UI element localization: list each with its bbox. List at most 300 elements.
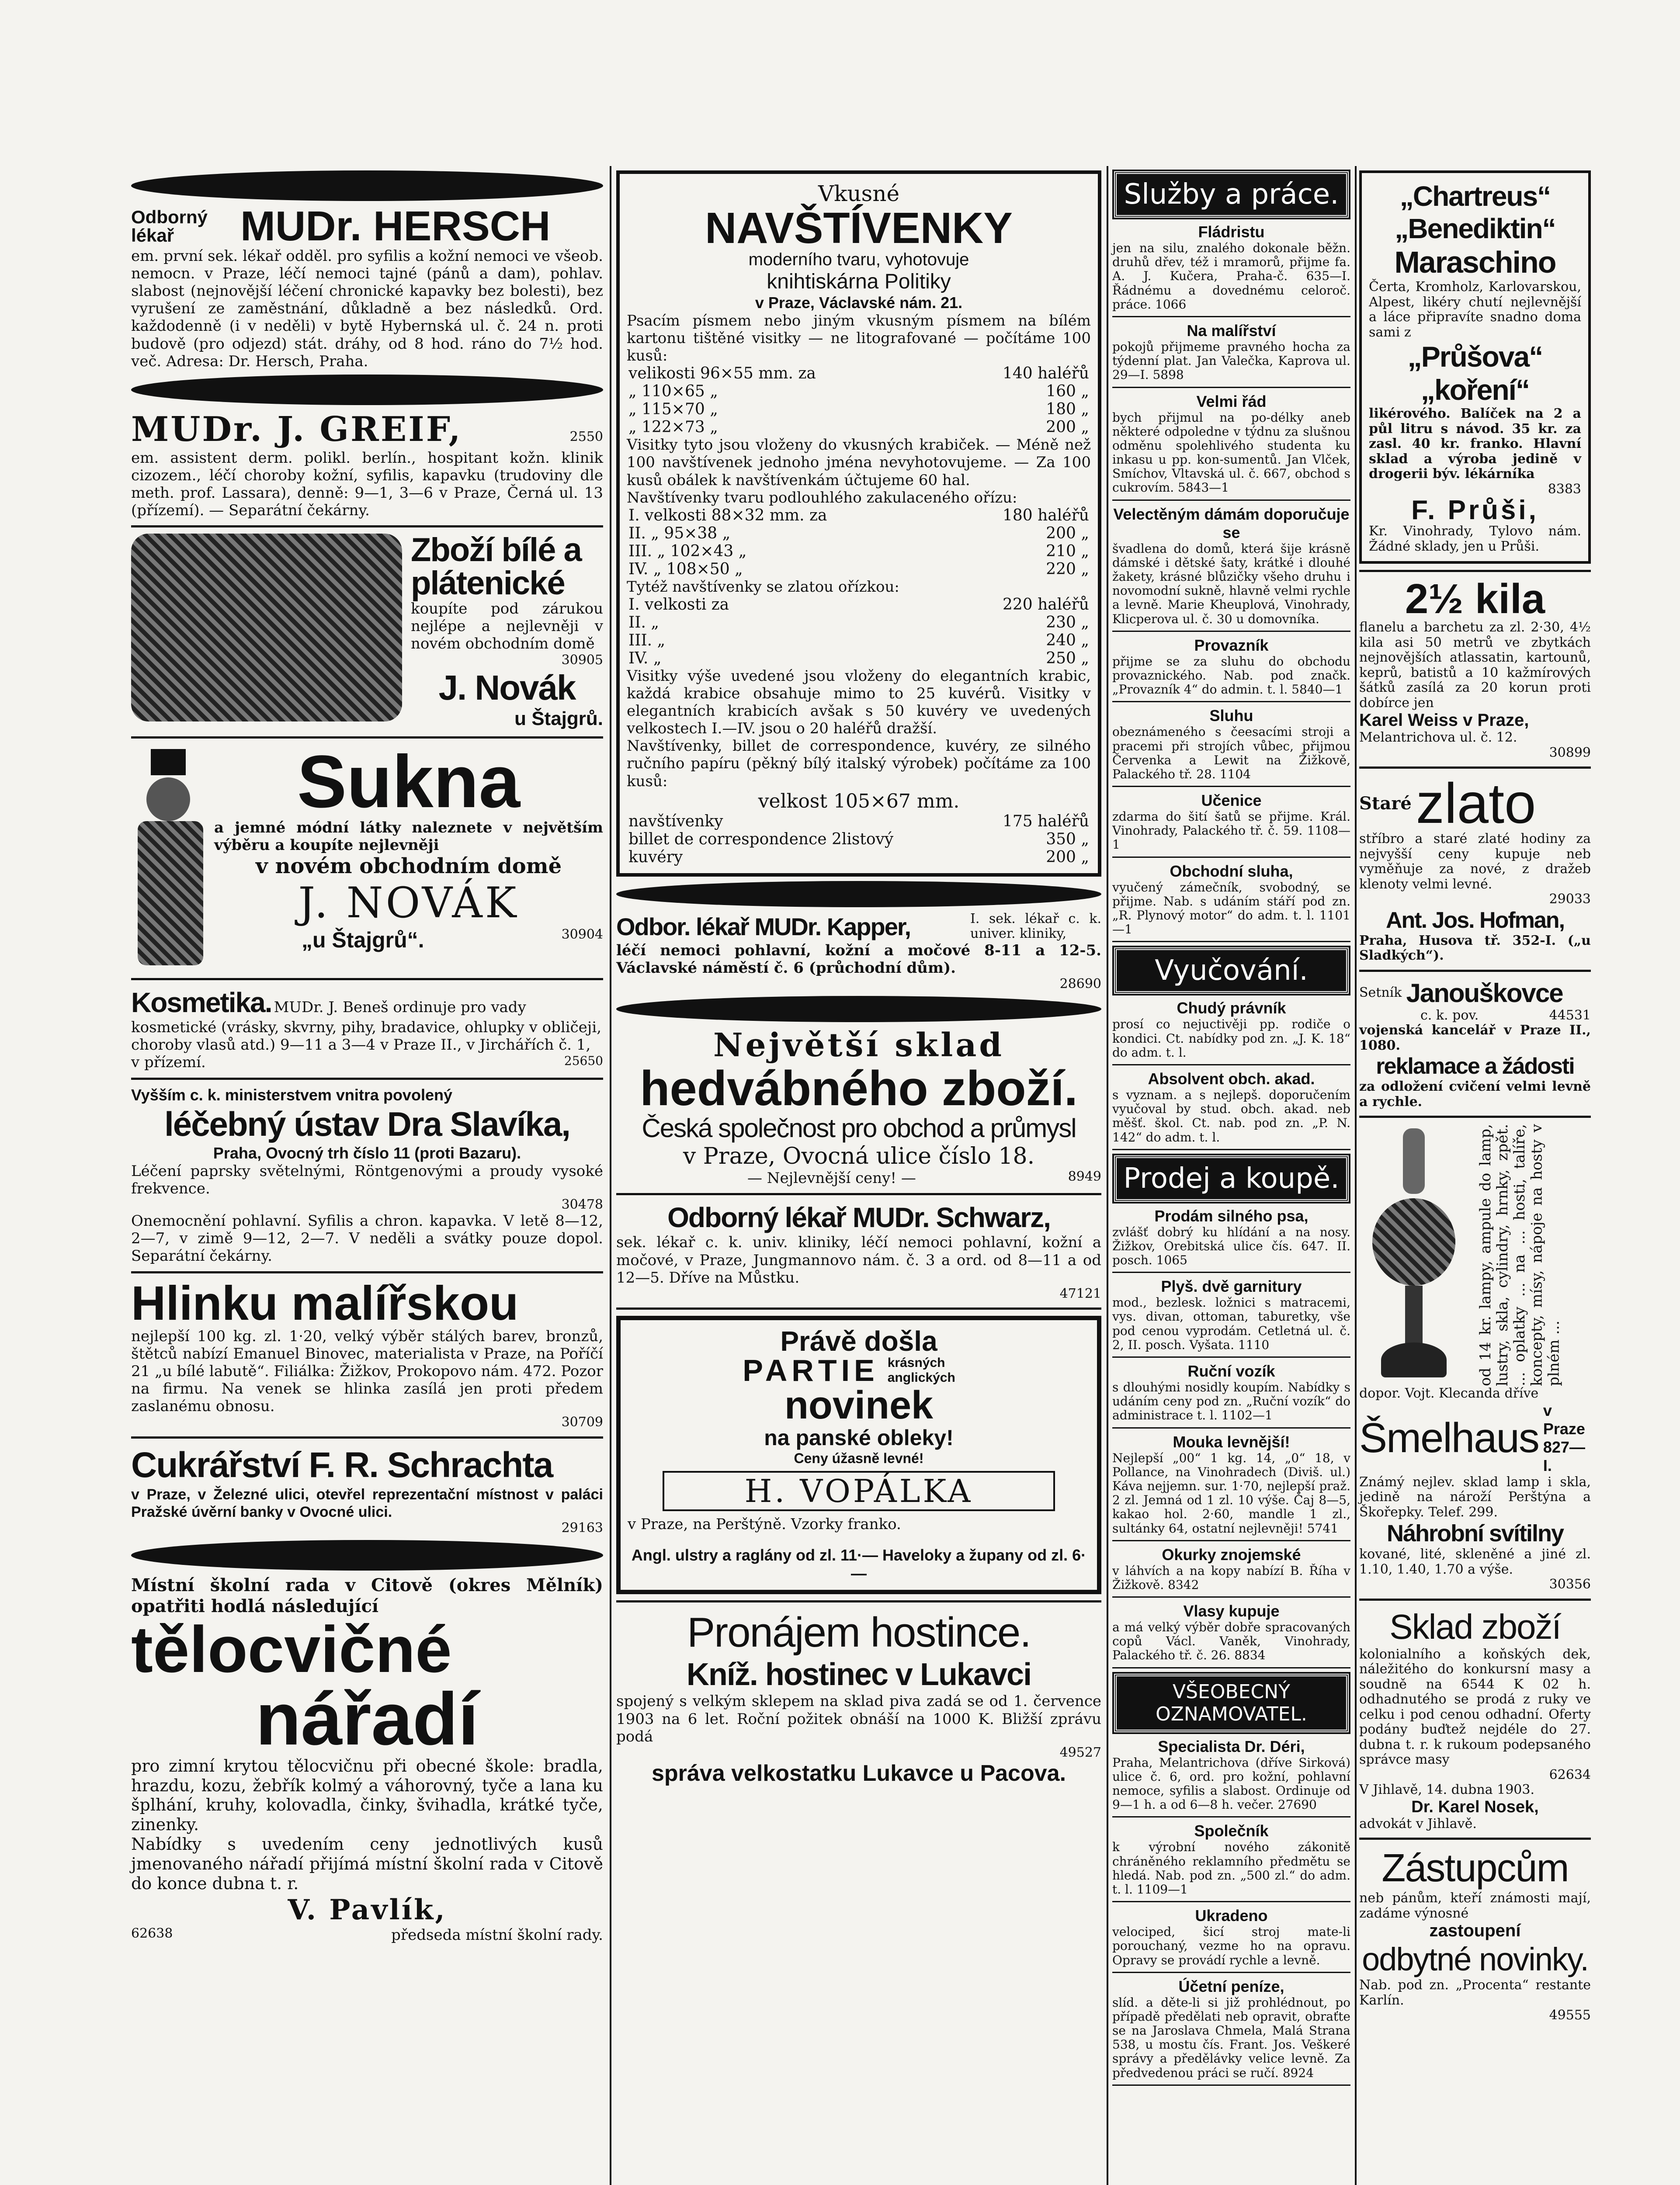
price-row	[627, 631, 1091, 649]
ad-number: 29163	[561, 1520, 603, 1536]
divider	[1112, 1540, 1350, 1541]
ad-number: 25650	[564, 1054, 603, 1068]
price-note-1: Visitky tyto jsou vloženy do vkusných krabiček. — Méně než 100 navštívenek jednoho jména nevyhotovujeme. — Za 100 kusů obálek k navštívenkám účtujeme 60 hal.	[627, 436, 1091, 489]
ad-title: Janouškovce	[1406, 978, 1563, 1008]
classified-heading: Účetní peníze,	[1178, 1977, 1284, 1995]
classified-item	[1112, 1602, 1350, 1668]
price-row	[627, 364, 1091, 382]
ad-side-text: od 14 kr. lampy, ampule do lamp, lustry, skla, cylindry, hrnky, zpět. ... oplatky ... na ... hosti, talíře, koncepty, mísy, nápoje na hosty v plném ...	[1477, 1124, 1563, 1386]
lamp-illustration	[1359, 1124, 1473, 1386]
ad-title-2: „Benediktin“	[1395, 213, 1555, 244]
classified-heading: Vlasy kupuje	[1183, 1602, 1280, 1620]
price-value: 250 „	[1046, 649, 1089, 667]
classified-heading: Velmi řád	[1196, 392, 1267, 410]
ad-slavik	[131, 1086, 603, 1265]
price-row	[627, 560, 1091, 578]
classified-text: zvlášť dobrý ku hlídání a na nosy. Žižkov, Orebitská ulice čís. 647. II. posch. 1065	[1112, 1224, 1350, 1268]
classified-heading: Společník	[1194, 1822, 1269, 1840]
ornament-bar	[131, 1540, 603, 1571]
classified-text: bych přijmul na po-délky aneb některé odpoledne v týdnu za slušnou odměnu spolehlivého studenta ku inkasu u pp. kon-sumentů. Jan Vlček, Smíchov, Vltavská ul. č. 667, obchod s cukrovím. 5843—1	[1112, 410, 1350, 495]
price-label: IV. „ 108×50 „	[628, 560, 743, 578]
price-value: 200 „	[1046, 848, 1089, 866]
ad-text: a jemné módní látky naleznete v největším výběru a koupíte nejlevněji	[214, 819, 603, 854]
classified-item	[1112, 223, 1350, 317]
price-size: velkost 105×67 mm.	[758, 790, 960, 812]
ad-title: MUDr. HERSCH	[240, 203, 551, 250]
ad-title-2: reklamace a žádosti	[1376, 1054, 1574, 1079]
ad-text: em. assistent derm. polikl. berlín., hospitant kožn. klinik cizozem., léčí choroby kožní, syfilis, kapavku (trudoviny dle meth. prof. Lassara), denně: 9—1, 3—6 v Praze, Černá ul. 13 (přízemí). — Separátní čekárny.	[131, 449, 603, 520]
ad-number: 28690	[1059, 976, 1101, 992]
ad-number: 30904	[561, 927, 603, 943]
ad-number: 62634	[1549, 1767, 1591, 1783]
ad-number: 2550	[569, 429, 603, 444]
price-label: II. „ 95×38 „	[628, 524, 731, 542]
ad-title: Pronájem hostince.	[687, 1609, 1031, 1656]
price-row	[627, 614, 1091, 631]
divider	[616, 1193, 1101, 1195]
ad-kila	[1359, 578, 1591, 760]
ad-title-4: „Průšova“	[1407, 340, 1543, 373]
ad-vopalka	[616, 1316, 1101, 1594]
classified-text: Nejlepší „00“ 1 kg. 14, „0“ 18, v Pollance, na Vinohradech (Diviš. ul.) Káva nejjemn. sur. 1·70, nejlepší praž. 2 zl. Jemná od 1 zl. 10 výše. Čaj 8—5, kakao hol. 2·60, mandle 1 zl., sultánky 64, ostatní nejlevněji! 5741	[1112, 1450, 1350, 1536]
classified-item	[1112, 1207, 1350, 1273]
column-rule	[1355, 166, 1357, 2185]
price-label: velikosti 96×55 mm. za	[628, 364, 816, 383]
classified-heading: Na malířství	[1187, 321, 1276, 340]
classified-heading: Mouka levnější!	[1173, 1432, 1290, 1451]
price-table-4	[627, 812, 1091, 866]
classified-item	[1112, 322, 1350, 388]
price-value: 180 „	[1046, 400, 1089, 419]
ad-text: c. k. pov.	[1420, 1007, 1479, 1023]
ad-title: Hlinku malířskou	[131, 1276, 519, 1330]
ad-number: 30478	[561, 1197, 603, 1212]
ad-text-2: likérového. Balíček na 2 a půl litru s návod. 35 kr. za zasl. 40 kr. franko. Hlavní sklad a výroba jedině v drogerii býv. lékárníka	[1369, 406, 1581, 482]
divider	[1112, 1816, 1350, 1817]
price-label: II. „	[628, 613, 659, 631]
classified-heading: Chudý právník	[1177, 999, 1286, 1017]
price-row	[627, 596, 1091, 614]
ad-text-2: Onemocnění pohlavní. Syfilis a chron. kapavka. V letě 8—12, 2—7, v zimě 9—12, 2—7. V neděli a svátky pouze dopol. Separátní čekárny.	[131, 1212, 603, 1265]
ad-number: 44531	[1549, 1007, 1591, 1023]
ad-title-5: „koření“	[1420, 374, 1530, 406]
price-row	[627, 830, 1091, 848]
ad-address: Praha, Husova tř. 352-I. („u Sladkých“).	[1359, 933, 1591, 963]
price-table-1	[627, 364, 1091, 436]
ad-text: MUDr. J. Beneš ordinuje pro vady kosmetické (vrásky, skvrny, pihy, bradavice, ohlupky v obličeji, choroby vlasů atd.) 9—11 a 3—4 v Praze II., v Jirchářích č. 1, v přízemí.	[131, 999, 601, 1072]
price-value: 210 „	[1046, 542, 1089, 560]
ornament-bar	[131, 375, 603, 405]
ad-text-2: Nab. pod zn. „Procenta“ restante Karlín.	[1359, 1977, 1591, 2008]
ad-title-2: zastoupení	[1429, 1921, 1521, 1940]
ad-firm: H. VOPÁLKA	[663, 1471, 1055, 1511]
price-value: 350 „	[1046, 830, 1089, 848]
column-rule	[610, 166, 611, 2185]
ad-title: Sklad zboží	[1389, 1607, 1561, 1646]
classified-text: obeznámeného s čeesacími stroji a pracemi při strojích vůbec, přijmou Červenka a Lewit na Žižkově, Palackého tř. 28. 1104	[1112, 725, 1350, 781]
ad-firm: Ant. Jos. Hofman,	[1385, 907, 1565, 933]
ad-signature: V. Pavlík,	[288, 1893, 447, 1926]
ad-number: 49555	[1549, 2008, 1591, 2023]
price-value: 220 haléřů	[1002, 595, 1089, 614]
divider	[1112, 387, 1350, 388]
ad-title: tělocvičné	[131, 1612, 452, 1686]
ad-text: Léčení paprsky světelnými, Röntgenovými a proudy vysoké frekvence.	[131, 1162, 603, 1197]
ornament-bar	[131, 170, 603, 201]
price-note-2: Visitky výše uvedené jsou vloženy do elegantních krabic, každá krabice obsahuje mimo to 25 kuvérů. Visitky v elegantních krabicích avšak s 50 kuvéry ve uvedených velkostech I.—IV. jsou o 20 haléřů dražší.	[627, 667, 1091, 738]
ad-text: neb pánům, kteří známosti mají, zadáme výnosné	[1359, 1890, 1591, 1921]
classified-list-general	[1112, 1738, 1350, 2086]
ad-firm: Karel Weiss v Praze,	[1359, 711, 1529, 730]
ad-sklad	[1359, 1607, 1591, 1832]
ad-text: stříbro a staré zlaté hodiny za nejvyšší ceny kupuje neb vyměňuje za nové, z dražeb klenoty velmi levné.	[1359, 831, 1591, 892]
divider	[1359, 1116, 1591, 1118]
classified-heading: Fládristu	[1198, 223, 1265, 241]
ad-text: nejlepší 100 kg. zl. 1·20, velký výběr stálých barev, bronzů, štětců nabízí Emanuel Binovec, materialista v Praze, na Poříčí 21 „u bílé labutě“. Filiálka: Žižkov, Prokopovo nám. 472. Pozor na firmu. Na venek se hlinka zasílá jen proti předem zaslanému obnosu.	[131, 1327, 603, 1415]
divider	[1112, 2084, 1350, 2086]
ad-title: zlato	[1416, 771, 1536, 835]
classified-item	[1112, 999, 1350, 1065]
price-label: III. „ 102×43 „	[628, 542, 747, 560]
ad-address: Melantrichova ul. č. 12.	[1359, 730, 1517, 745]
price-label: billet de correspondence 2listový	[628, 830, 894, 848]
column-1	[131, 166, 603, 1944]
classified-heading: Velectěným dámám doporučuje se	[1113, 505, 1350, 541]
ad-sukna	[131, 740, 603, 972]
ad-address: v Praze, na Perštýně. Vzorky franko.	[628, 1516, 901, 1533]
ad-title: Největší sklad	[713, 1027, 1005, 1065]
classified-item	[1112, 1907, 1350, 1973]
column-3	[1112, 166, 1350, 2090]
ad-number: 29033	[1549, 891, 1591, 907]
classified-heading: Okurky znojemské	[1162, 1545, 1301, 1564]
classified-text: mod., bezlesk. ložnici s matracemi, vys. divan, ottoman, taburetky, vše pod cenou vyprodám. Cetletná ul. č. 2, II. posch. Vyšata. 1110	[1112, 1295, 1350, 1352]
classified-text: vyučený zámečník, svobodný, se přijme. Nab. s udáním stáří pod zn. „R. Plynový motor“ do adm. t. l. 1101—1	[1112, 880, 1350, 937]
divider	[1112, 1972, 1350, 1973]
newspaper-page	[131, 166, 1591, 2185]
ad-place: „u Štajgrů“.	[302, 928, 424, 953]
price-value: 240 „	[1046, 631, 1089, 649]
classified-text: přijme se za sluhu do obchodu provaznického. Nab. pod značk. „Provazník 4“ do admin. t. l. 5840—1	[1112, 654, 1350, 697]
classified-text: zdarma do šití šatů se přijme. Král. Vinohrady, Palackého tř. č. 59. 1108—1	[1112, 809, 1350, 852]
price-row	[627, 524, 1091, 542]
divider	[1112, 316, 1350, 317]
classified-heading: Ruční vozík	[1187, 1362, 1275, 1380]
divider	[1359, 570, 1591, 572]
ad-head: Právě došla	[780, 1325, 937, 1357]
ad-title-2: Náhrobní svítilny	[1386, 1520, 1564, 1547]
ad-title: NAVŠTÍVENKY	[705, 204, 1013, 253]
ad-zastupcum	[1359, 1846, 1591, 2023]
price-label: „ 122×73 „	[628, 418, 718, 437]
classified-heading: Obchodní sluha,	[1170, 862, 1293, 880]
classified-item	[1112, 505, 1350, 632]
ad-place: V Jihlavě, 14. dubna 1903.	[1359, 1782, 1535, 1797]
ad-greif	[131, 409, 603, 519]
price-value: 160 „	[1046, 382, 1089, 401]
ad-address: Praha, Ovocný trh číslo 11 (proti Bazaru).	[213, 1144, 521, 1162]
classified-heading: Sluhu	[1209, 707, 1253, 725]
column-4	[1359, 166, 1591, 2023]
divider	[131, 736, 603, 739]
ad-text: léčí nemoci pohlavní, kožní a močové 8-11 a 12-5. Václavské náměstí č. 6 (průchodní dům).	[616, 941, 1101, 977]
ad-hostinec	[616, 1609, 1101, 1786]
classified-item	[1112, 1738, 1350, 1818]
ad-title-2: nářadí	[255, 1677, 479, 1761]
ad-text: Známý nejlev. sklad lamp i skla, jedině na nároží Perštýna a Škořepky. Telef. 299.	[1359, 1474, 1591, 1520]
ad-number: 62638	[131, 1925, 173, 1941]
ad-title: „Chartreus“	[1399, 180, 1551, 212]
price-intro-3: Tytéž navštívenky se zlatou ořízkou:	[627, 578, 899, 596]
divider	[1112, 631, 1350, 632]
ad-hedvab	[616, 1027, 1101, 1187]
ad-title: Zástupcům	[1381, 1846, 1569, 1890]
ad-number: 49527	[1059, 1745, 1101, 1760]
column-2	[616, 166, 1101, 1786]
price-label: I. velkosti 88×32 mm. za	[628, 506, 827, 524]
ad-title: MUDr. J. GREIF,	[131, 409, 462, 449]
classified-item	[1112, 1070, 1350, 1150]
divider	[131, 1271, 603, 1273]
ad-firm: J. NOVÁK	[298, 878, 519, 928]
ad-title: Sukna	[297, 740, 521, 824]
classified-text: s dlouhými nosidly koupím. Nabídky s udáním ceny pod zn. „Ruční vozík“ do administrace t. l. 1102—1	[1112, 1380, 1350, 1423]
ad-address: Kr. Vinohrady, Tylovo nám. Žádné sklady, jen u Průši.	[1369, 524, 1581, 554]
ad-partie: PARTIE	[743, 1353, 879, 1388]
price-value: 140 haléřů	[1002, 364, 1089, 383]
ad-number: 8383	[1548, 481, 1581, 497]
ad-firm: J. Novák	[438, 668, 576, 708]
price-value: 175 haléřů	[1002, 812, 1089, 830]
price-intro: Psacím písmem nebo jiným vkusným písmem na bílém kartonu tištěné visitky — ne litografované — počítáme 100 kusů:	[627, 312, 1091, 365]
divider	[131, 1078, 603, 1080]
ad-text-2: Nabídky s uvedením ceny jednotlivých kusů jmenovaného nářadí přijímá místní školní rada v Citově do konce dubna t. r.	[131, 1835, 603, 1893]
ad-citov	[131, 1575, 603, 1943]
price-intro-4: Navštívenky, billet de correspondence, kuvéry, ze silného ručního papíru (pěkný bílý italský výrobek) počítáme za 100 kusů:	[627, 737, 1091, 790]
classified-text: prosí co nejuctivěji pp. rodiče o kondici. Ct. nabídky pod zn. „J. K. 18“ do adm. t. l.	[1112, 1017, 1350, 1060]
classified-item	[1112, 1546, 1350, 1598]
price-table-2	[627, 506, 1091, 578]
ad-title-3: odbytné novinky.	[1362, 1941, 1588, 1977]
classified-item	[1112, 1362, 1350, 1429]
price-row	[627, 400, 1091, 418]
section-header-buy-sell: Prodej a koupě.	[1114, 1155, 1349, 1202]
ad-number: 30905	[561, 652, 603, 668]
divider	[1112, 1596, 1350, 1598]
ad-smelhaus	[1359, 1124, 1591, 1592]
classified-list-teaching	[1112, 999, 1350, 1150]
ad-text: pro zimní krytou tělocvičnu při obecné škole: bradla, hrazdu, kozu, žebřík kolmý a váhorovný, tyče a lana ku šplhání, kruhy, kolovadla, činky, švihadla, krátké tyče, zinenky.	[131, 1756, 603, 1835]
divider	[1112, 499, 1350, 501]
ad-firm: F. Průši,	[1411, 495, 1539, 525]
column-rule	[1107, 166, 1108, 2185]
price-row	[627, 812, 1091, 830]
classified-item	[1112, 707, 1350, 787]
ad-text: em. první sek. lékař odděl. pro syfilis a kožní nemoci ve všeob. nemocn. v Praze, léčí nemoci tajné (pánů a dam), pohlav. slabost (nejnovější léčení chronické kapavky bez bolesti), bez vyrušení ze zaměstnání, důkladně a bez následků. Ord. každodenně (i v neděli) v bytě Hybernská ul. č. 24 n. proti budově (pro odjezd) stát. dráhy, od 8 hod. ráno do 7½ hod. več. Adresa: Dr. Hersch, Praha.	[131, 247, 603, 370]
divider	[1112, 1356, 1350, 1358]
price-row	[627, 649, 1091, 667]
divider	[131, 525, 603, 527]
price-table-3	[627, 596, 1091, 667]
classified-item	[1112, 791, 1350, 858]
ad-title: Odborný lékař MUDr. Schwarz,	[667, 1202, 1050, 1234]
ad-lead: Vyšším c. k. ministerstvem vnitra povolený	[131, 1086, 452, 1104]
classified-item	[1112, 862, 1350, 943]
ad-title-3: Maraschino	[1394, 245, 1556, 279]
classified-text: slíd. a děte-li si již prohlédnout, po případě předělati neb opravit, obraťte se na Jaroslava Chmela, Malá Strana 538, u mostu čís. Frant. Jos. Veškeré správy a předělávky velice levně. Za předvedenou práci se ručí. 8924	[1112, 1995, 1350, 2080]
ad-schwarz	[616, 1201, 1101, 1301]
ad-text: Čerta, Kromholz, Karlovarskou, Alpest, likéry chutí nejlevnější a láce připravíte snadno doma sami z	[1369, 279, 1581, 340]
divider	[1359, 970, 1591, 972]
ad-number: 30356	[1549, 1577, 1591, 1592]
ad-lead: Místní školní rada v Citově (okres Mělník) opatřiti hodlá následující	[131, 1575, 603, 1616]
ad-hlinka	[131, 1276, 603, 1430]
ad-chartreus	[1359, 170, 1591, 564]
price-value: 200 „	[1046, 524, 1089, 542]
ad-text: kolonialního a koňských dek, náležitého do konkursní masy a soudně na 6544 K 02 h. odhadnutého se prodá z ruky ve celku i pod cenou odhadní. Oferty podány buďtež nejdéle do 27. dubna t. r. k rukoum podepsaného správce masy	[1359, 1646, 1591, 1767]
price-value: 220 „	[1046, 560, 1089, 578]
ad-title: Šmelhaus	[1359, 1414, 1539, 1461]
classified-text: velociped, šicí stroj mate-li porouchaný, vezme ho na opravu. Opravy se provádí rychle a levně.	[1112, 1925, 1350, 1967]
ad-text-3: za odložení cvičení velmi levně a rychle.	[1359, 1079, 1591, 1110]
classified-text: pokojů přijmeme pravného hocha za týdenní plat. Jan Valečka, Kaprova ul. 29—I. 5898	[1112, 339, 1350, 382]
ad-price: Ceny úžasně levné!	[794, 1450, 924, 1467]
ad-sub: moderního tvaru, vyhotovuje	[748, 250, 969, 269]
man-illustration	[131, 745, 210, 972]
divider	[1112, 1064, 1350, 1065]
ad-title: Kosmetika.	[131, 987, 272, 1019]
divider	[616, 1600, 1101, 1602]
ad-line: v novém obchodním domě	[255, 854, 562, 879]
divider	[1112, 857, 1350, 858]
ad-role: předseda místní školní rady.	[391, 1926, 603, 1944]
ornament-bar	[616, 996, 1101, 1022]
classified-item	[1112, 1433, 1350, 1541]
divider	[1112, 1149, 1350, 1150]
divider	[1359, 1838, 1591, 1840]
ad-title-2: hedvábného zboží.	[640, 1061, 1078, 1116]
divider	[1359, 766, 1591, 769]
divider	[1112, 1272, 1350, 1273]
ad-number: 30709	[561, 1415, 603, 1430]
ad-text: flanelu a barchetu za zl. 2·30, 4½ kila asi 50 metrů ve zbytkách nejnovějších atlassatin, kartounů, keprů, batistů a 10 kažmírových šátků zasílá za 20 korun proti dobírce jen	[1359, 620, 1591, 711]
ad-address: v Praze, Ovocná ulice číslo 18.	[683, 1143, 1035, 1170]
ad-place: u Štajgrů.	[514, 708, 603, 730]
classified-list-services	[1112, 223, 1350, 942]
ad-text: spojený s velkým sklepem na sklad piva zadá se od 1. července 1903 na 6 let. Roční požitek obnáší na 1000 K. Bližší zprávu podá	[616, 1693, 1101, 1745]
price-label: „ 115×70 „	[628, 400, 718, 419]
classified-heading: Provazník	[1194, 636, 1269, 654]
ad-address: v Praze, Václavské nám. 21.	[755, 294, 963, 312]
classified-heading: Absolvent obch. akad.	[1148, 1069, 1315, 1088]
classified-item	[1112, 392, 1350, 501]
classified-list-buy-sell	[1112, 1207, 1350, 1668]
classified-heading: Specialista Dr. Déri,	[1158, 1737, 1305, 1755]
ad-text: v Praze, v Železné ulici, otevřel reprezentační místnost v paláci Pražské úvěrní banky v Ovocné ulici.	[131, 1486, 603, 1520]
ad-lead: Odborný lékař	[131, 207, 208, 246]
ad-kapper	[616, 912, 1101, 992]
price-row	[627, 382, 1091, 400]
section-header-teaching: Vyučování.	[1114, 947, 1349, 994]
divider	[1112, 701, 1350, 702]
classified-text: Praha, Melantrichova (dříve Sirková) ulice č. 6, ord. pro kožní, pohlavní nemoce, syfilis a slabost. Ordinuje od 9—1 h. a od 6—8 h. večer. 27690	[1112, 1755, 1350, 1812]
classified-text: s vyznam. a s nejlepš. doporučením vyučoval by stud. obch. akad. neb měšť. škol. Ct. nab. pod zn. „P. N. 142“ do adm. t. l.	[1112, 1087, 1350, 1145]
divider	[131, 978, 603, 980]
classified-heading: Učenice	[1201, 791, 1262, 810]
ad-firm: Dr. Karel Nosek,	[1411, 1797, 1539, 1816]
ad-number: 47121	[1059, 1286, 1101, 1301]
section-header-general: VŠEOBECNÝ OZNAMOVATEL.	[1114, 1674, 1349, 1732]
price-row	[627, 418, 1091, 436]
ad-sub: Kníž. hostinec v Lukavci	[686, 1657, 1031, 1693]
price-label: III. „	[628, 631, 666, 649]
price-label: IV. „	[628, 649, 662, 667]
classified-item	[1112, 1277, 1350, 1358]
classified-text: v láhvích a na kopy nabízí B. Říha v Žižkově. 8342	[1112, 1563, 1350, 1592]
ad-lead: Staré	[1359, 793, 1412, 814]
linen-illustration	[131, 534, 402, 721]
divider	[1112, 1667, 1350, 1668]
ad-title: Odbor. lékař MUDr. Kapper,	[616, 912, 911, 940]
ad-number: 30899	[1549, 745, 1591, 760]
ad-kosmetika	[131, 986, 603, 1071]
ad-lead: Setník	[1359, 985, 1402, 1000]
ad-text: koupíte pod zárukou nejlépe a nejlevněji v novém obchodním domě	[411, 600, 603, 653]
price-label: „ 110×65 „	[628, 382, 718, 401]
price-label: navštívenky	[628, 812, 723, 830]
ad-text-2: vojenská kancelář v Praze II., 1080.	[1359, 1023, 1591, 1053]
price-row	[627, 848, 1091, 866]
classified-item	[1112, 1977, 1350, 2086]
ad-title: Cukrářství F. R. Schrachta	[131, 1445, 553, 1485]
classified-text: jen na silu, znalého dokonale běžn. druhů dřev, též i mramorů, přijme fa. A. J. Kučera, Praha-č. 635—I. Řádnému a dovednému celoroč. práce. 1066	[1112, 241, 1350, 312]
ad-hersch	[131, 205, 603, 370]
ad-number: 8949	[1068, 1169, 1101, 1185]
price-row	[627, 542, 1091, 560]
ad-schrachta	[131, 1445, 603, 1536]
classified-text: švadlena do domů, která šije krásně dámské i dětské šaty, krátké i dlouhé žakety, krásné blůzičky všeho druhu i novomodní sukně, hlavně velmi rychle a levně. Marie Kheuplová, Vinohrady, Klicperova ul. č. 30 u domovníka.	[1112, 541, 1350, 626]
classified-item	[1112, 636, 1350, 703]
ad-title: léčebný ústav Dra Slavíka,	[164, 1104, 570, 1143]
price-row	[627, 506, 1091, 524]
ad-address: advokát v Jihlavě.	[1359, 1816, 1477, 1831]
ornament-bar	[616, 881, 1101, 907]
classified-text: a má velký výběr dobře spracovaných copů Václ. Vaněk, Vinohrady, Palackého tř. č. 26. 8834	[1112, 1620, 1350, 1663]
ad-sub: na panské obleky!	[764, 1425, 954, 1450]
ad-novak-linen	[131, 531, 603, 730]
divider	[616, 1308, 1101, 1310]
ad-top: Vkusné	[818, 181, 900, 206]
divider	[1112, 941, 1350, 942]
ad-zlato	[1359, 771, 1591, 964]
classified-heading: Ukradeno	[1195, 1907, 1268, 1925]
classified-heading: Plyš. dvě garnitury	[1161, 1277, 1302, 1296]
divider	[1112, 786, 1350, 787]
ad-note: — Nejlevnější ceny! —	[747, 1169, 916, 1187]
price-label: kuvéry	[628, 848, 683, 866]
price-label: I. velkosti za	[628, 595, 729, 614]
ad-text-2: kované, lité, skleněné a jiné zl. 1.10, 1.40, 1.70 a výše.	[1359, 1547, 1591, 1577]
ad-right: I. sek. lékař c. k. univer. kliniky,	[970, 911, 1101, 942]
ad-firm: knihtiskárna Politiky	[767, 270, 951, 293]
classified-text: k výrobní nového zákonitě chráněného reklamního předmětu se hledá. Nab. pod zn. „500 zl.“ do adm. t. l. 1109—1	[1112, 1840, 1350, 1897]
classified-heading: Prodám silného psa,	[1154, 1207, 1309, 1225]
divider	[1112, 1901, 1350, 1902]
ad-foot: Angl. ulstry a raglány od zl. 11·— Havelоky a župany od zl. 6·—	[631, 1546, 1086, 1583]
ad-lead: dopor. Vojt. Klecanda dříve	[1359, 1386, 1539, 1401]
divider	[1359, 1599, 1591, 1601]
ad-text: sek. lékař c. k. univ. kliniky, léčí nemoci pohlavní, kožní a močové, v Praze, Jungmannovo nám. č. 3 a ord. od 8—11 a od 12—5. Dříve na Můstku.	[616, 1234, 1101, 1287]
